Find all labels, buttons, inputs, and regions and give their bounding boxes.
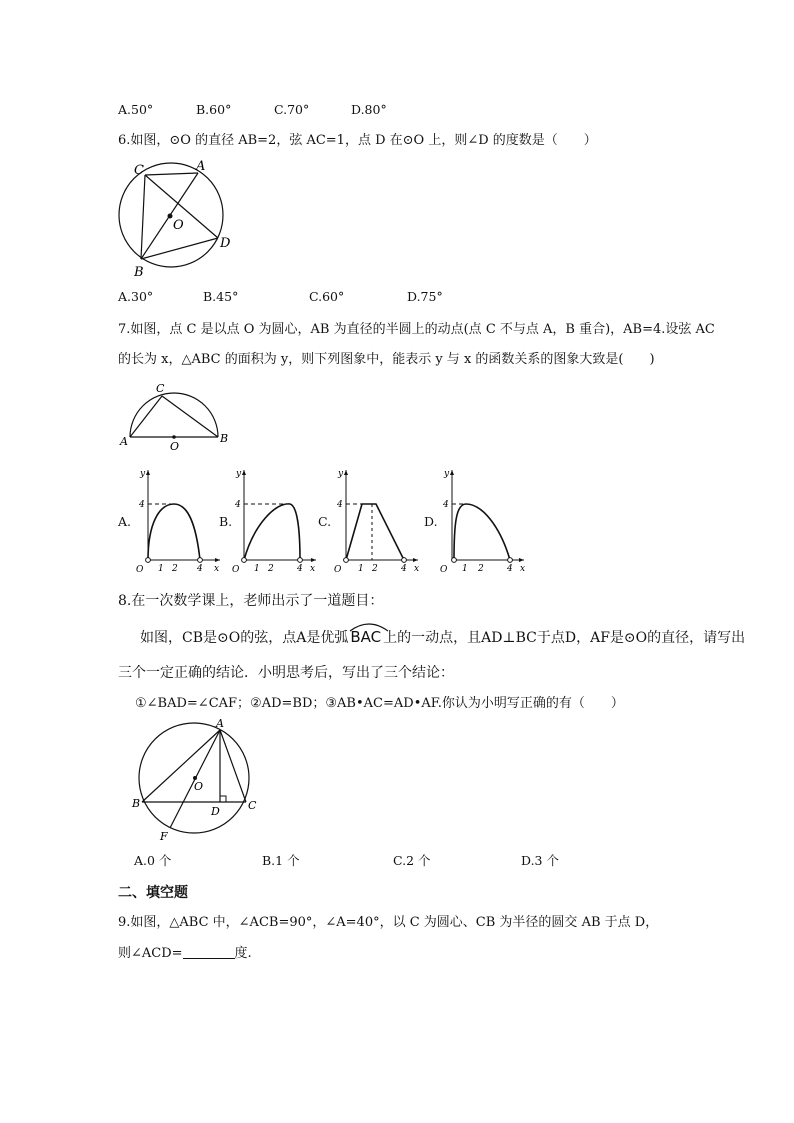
q8-stem: 8.在一次数学课上，老师出示了一道题目： <box>118 593 384 609</box>
q7a-origin: O <box>136 565 144 575</box>
q6-label-b: B <box>134 265 144 280</box>
q7c-tick-2: 2 <box>372 564 378 574</box>
q9-line2-after: 度. <box>234 946 252 961</box>
q7-graph-c <box>332 464 424 576</box>
q6-label-c: C <box>134 163 144 178</box>
q6-option-b: B.45° <box>203 289 239 304</box>
q7c-tick-1: 1 <box>358 564 364 574</box>
q7d-tick-4x: 4 <box>507 564 513 574</box>
q7-option-d: D. <box>424 514 438 529</box>
q9-line2-before: 则∠ACD= <box>118 946 183 961</box>
q7d-x-label: x <box>520 564 526 574</box>
q8-option-b: B.1 个 <box>262 853 300 868</box>
q8-label-f: F <box>160 830 168 843</box>
q7-label-b: B <box>220 432 229 445</box>
q7-semicircle-figure <box>118 380 230 452</box>
q6-option-d: D.75° <box>407 289 443 304</box>
q8-label-c: C <box>248 799 257 812</box>
q7c-y-label: y <box>338 469 344 479</box>
q8-option-c: C.2 个 <box>393 853 431 868</box>
q7b-tick-2: 2 <box>268 564 274 574</box>
q9-line1: 9.如图，△ABC 中，∠ACB=90°，∠A=40°，以 C 为圆心、CB 为半径的圆交 AB 于点 D， <box>118 915 659 930</box>
q7b-tick-4y: 4 <box>235 500 241 510</box>
q6-label-d: D <box>220 236 231 251</box>
q8-body-line2: 三个一定正确的结论．小明思考后，写出了三个结论： <box>118 665 454 681</box>
q7a-x-label: x <box>214 564 220 574</box>
q6-label-o: O <box>173 218 184 233</box>
q5-option-a: A.50° <box>118 102 154 117</box>
q7d-y-label: y <box>444 469 450 479</box>
q7a-tick-2: 2 <box>172 564 178 574</box>
q7d-tick-4y: 4 <box>443 500 449 510</box>
q7-stem-line2: 的长为 x，△ABC 的面积为 y，则下列图象中，能表示 y 与 x 的函数关系的图象大致是( ) <box>118 352 655 367</box>
arc-symbol-icon <box>348 620 390 632</box>
q7b-tick-4x: 4 <box>297 564 303 574</box>
q8-arc-bac <box>350 628 381 647</box>
q9-line2 <box>118 944 252 963</box>
q7-label-o: O <box>170 440 180 452</box>
q7-label-a: A <box>120 435 128 448</box>
q7b-origin: O <box>232 565 240 575</box>
q7a-y-label: y <box>140 469 146 479</box>
q6-label-a: A <box>196 159 206 174</box>
q5-option-b: B.60° <box>196 102 232 117</box>
q8-option-d: D.3 个 <box>521 853 559 868</box>
section-title-fill-blank: 二、填空题 <box>118 885 188 901</box>
q5-option-c: C.70° <box>274 102 310 117</box>
q7-option-a: A. <box>118 514 132 529</box>
q8-circle-figure <box>128 716 264 846</box>
q9-answer-blank[interactable] <box>183 944 235 959</box>
q7-option-c: C. <box>318 514 332 529</box>
q7c-x-label: x <box>414 564 420 574</box>
q7b-tick-1: 1 <box>254 564 260 574</box>
q8-body-line1 <box>140 628 745 647</box>
q7d-tick-2: 2 <box>478 564 484 574</box>
q8-label-d: D <box>211 805 220 818</box>
q7-option-b: B. <box>219 514 233 529</box>
q8-arc-label: BAC <box>350 628 382 646</box>
q7c-tick-4x: 4 <box>401 564 407 574</box>
q7-graph-d <box>438 464 530 576</box>
q8-label-o: O <box>194 780 204 793</box>
q7-graph-a <box>134 464 226 576</box>
q7a-tick-4x: 4 <box>197 564 203 574</box>
q6-circle-figure <box>112 156 242 282</box>
q7a-tick-4y: 4 <box>139 500 145 510</box>
q8-label-a: A <box>216 717 224 730</box>
q8-body-line3: ①∠BAD=∠CAF；②AD=BD；③AB•AC=AD•AF.你认为小明写正确的有（ ） <box>135 696 624 711</box>
q8-body-before: 如图，CB是⊙O的弦，点A是优弧 <box>140 630 349 646</box>
q8-option-a: A.0 个 <box>134 853 172 868</box>
q7-graph-b <box>230 464 322 576</box>
q7d-tick-1: 1 <box>462 564 468 574</box>
q7b-x-label: x <box>310 564 316 574</box>
q7a-tick-1: 1 <box>158 564 164 574</box>
q6-option-a: A.30° <box>118 289 154 304</box>
q6-option-c: C.60° <box>309 289 345 304</box>
q7b-y-label: y <box>236 469 242 479</box>
q7-label-c: C <box>156 382 165 395</box>
q8-body-after: 上的一动点，且AD⊥BC于点D，AF是⊙O的直径，请写出 <box>383 630 746 646</box>
q7c-tick-4y: 4 <box>337 500 343 510</box>
q8-label-b: B <box>132 797 141 810</box>
q5-option-d: D.80° <box>351 102 387 117</box>
q7-stem-line1: 7.如图，点 C 是以点 O 为圆心，AB 为直径的半圆上的动点(点 C 不与点 A，B 重合)，AB=4.设弦 AC <box>118 322 715 337</box>
q7c-origin: O <box>334 565 342 575</box>
q7d-origin: O <box>440 565 448 575</box>
q6-stem: 6.如图，⊙O 的直径 AB=2，弦 AC=1，点 D 在⊙O 上，则∠D 的度数是（ ） <box>118 133 597 148</box>
